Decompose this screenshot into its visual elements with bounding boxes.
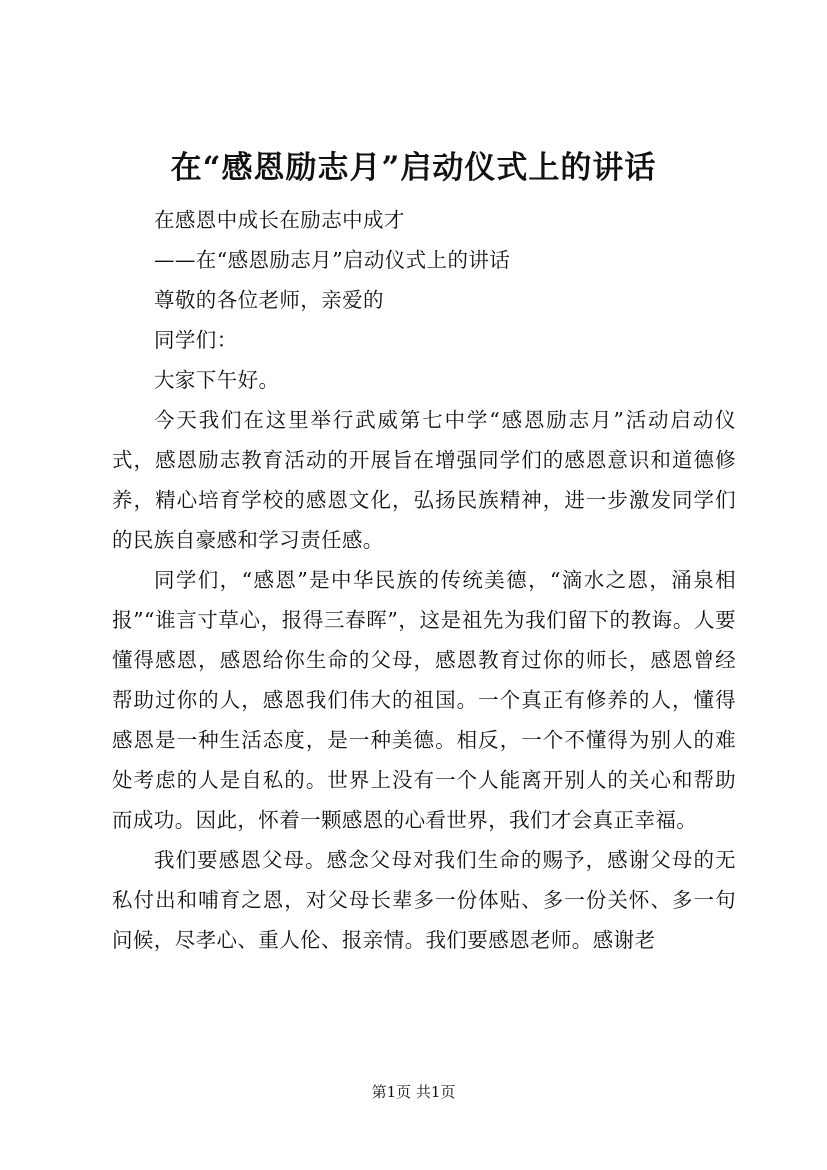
subtitle-dash-line: ——在“感恩励志月”启动仪式上的讲话 (154, 248, 511, 272)
page-number-footer: 第1页 共1页 (371, 1083, 456, 1101)
salutation-continued: 同学们： (154, 328, 238, 352)
greeting-line: 大家下午好。 (154, 368, 280, 392)
paragraph-gratitude: 同学们，“感恩”是中华民族的传统美德，“滴水之恩，涌泉相报”“谁言寸草心，报得三春晖”，这是祖先为我们留下的教诲。人要懂得感恩，感恩给你生命的父母，感恩教育过你的师长，感恩曾经帮助过你的人，感恩我们伟大的祖国。一个真正有修养的人，懂得感恩是一种生活态度，是一种美德。相反，一个不懂得为别人的难处考虑的人是自私的。世界上没有一个人能离开别人的关心和帮助而成功。因此，怀着一颗感恩的心看世界，我们才会真正幸福。 (112, 568, 736, 832)
paragraph-parents-teachers: 我们要感恩父母。感念父母对我们生命的赐予，感谢父母的无私付出和哺育之恩，对父母长辈多一份体贴、多一份关怀、多一句问候，尽孝心、重人伦、报亲情。我们要感恩老师。感谢老 (112, 848, 736, 952)
salutation-line: 尊敬的各位老师，亲爱的 (154, 288, 384, 312)
subtitle-line: 在感恩中成长在励志中成才 (154, 208, 405, 232)
paragraph-intro: 今天我们在这里举行武威第七中学“感恩励志月”活动启动仪式，感恩励志教育活动的开展旨在增强同学们的感恩意识和道德修养，精心培育学校的感恩文化，弘扬民族精神，进一步激发同学们的民族自豪感和学习责任感。 (112, 408, 736, 552)
document-title: 在“感恩励志月”启动仪式上的讲话 (170, 150, 657, 186)
document-body (112, 200, 736, 960)
